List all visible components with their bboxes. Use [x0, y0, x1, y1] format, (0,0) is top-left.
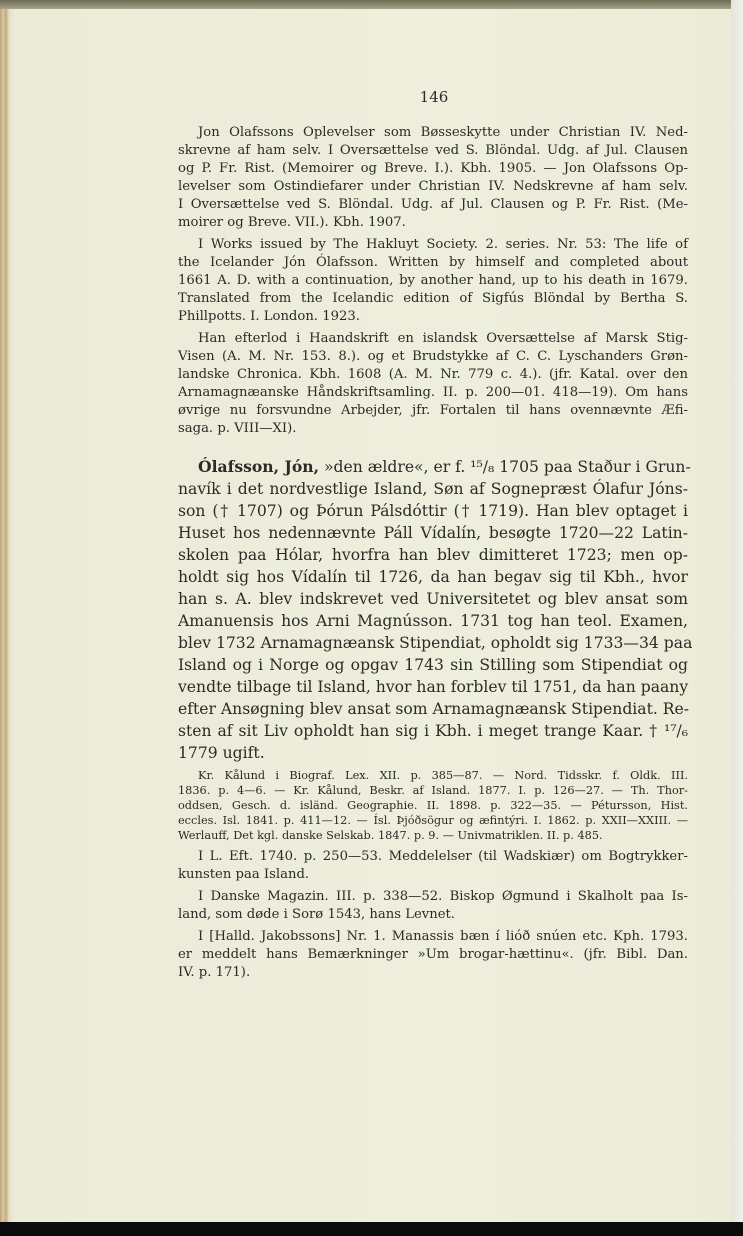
text-line: Huset hos nedennævnte Páll Vídalín, besøgte 1720—22 Latin- — [178, 524, 688, 542]
text-line: Translated from the Icelandic edition of Sigfús Blöndal by Bertha S. — [178, 291, 688, 306]
page-number: 146 — [419, 88, 449, 106]
text-line: og P. Fr. Rist. (Memoirer og Breve. I.). Kbh. 1905. — Jon Olafssons Op- — [178, 161, 688, 176]
text-line: blev 1732 Arnamagnæansk Stipendiat, opholdt sig 1733—34 paa — [178, 634, 693, 652]
text-line: øvrige nu forsvundne Arbejder, jfr. Fortalen til hans ovennævnte Æfi- — [178, 403, 688, 418]
text-line: Amanuensis hos Arni Magnússon. 1731 tog han teol. Examen, — [178, 612, 688, 630]
text-line: sten af sit Liv opholdt han sig i Kbh. i meget trange Kaar. † ¹⁷/₆ — [178, 722, 688, 740]
text-line: Island og i Norge og opgav 1743 sin Stilling som Stipendiat og — [178, 656, 688, 674]
text-line: han s. A. blev indskrevet ved Universitetet og blev ansat som — [178, 590, 688, 608]
text-line: I Oversættelse ved S. Blöndal. Udg. af Jul. Clausen og P. Fr. Rist. (Me- — [178, 197, 688, 212]
text-line: Jon Olafssons Oplevelser som Bøsseskytte under Christian IV. Ned- — [198, 125, 688, 140]
text-line: 1836. p. 4—6. — Kr. Kålund, Beskr. af Island. 1877. I. p. 126—27. — Th. Thor- — [178, 784, 688, 797]
text-line: navík i det nordvestlige Island, Søn af Sognepræst Ólafur Jóns- — [178, 480, 688, 498]
text-line: son († 1707) og Þórun Pálsdóttir († 1719). Han blev optaget i — [178, 502, 688, 520]
text-line: eccles. Isl. 1841. p. 411—12. — Ísl. Þjóðsögur og æfintýri. I. 1862. p. XXII—XXIII. — — [178, 814, 688, 827]
text-line: 1779 ugift. — [178, 744, 265, 762]
text-line: saga. p. VIII—XI). — [178, 421, 297, 436]
text-line: levelser som Ostindiefarer under Christian IV. Nedskrevne af ham selv. — [178, 179, 688, 194]
text-line — [198, 456, 691, 478]
page-top-edge — [0, 0, 743, 9]
text-line: 1661 A. D. with a continuation, by another hand, up to his death in 1679. — [178, 273, 688, 288]
text-line: I [Halld. Jakobssons] Nr. 1. Manassis bæn í lióð snúen etc. Kph. 1793. — [198, 929, 688, 944]
text-line: Phillpotts. I. London. 1923. — [178, 309, 360, 324]
entry-headword: Ólafsson, Jón, — [198, 457, 320, 476]
text-line: IV. p. 171). — [178, 965, 251, 980]
text-line: er meddelt hans Bemærkninger »Um brogar-hættinu«. (jfr. Bibl. Dan. — [178, 947, 688, 962]
text-line: efter Ansøgning blev ansat som Arnamagnæansk Stipendiat. Re- — [178, 700, 689, 718]
text-line: moirer og Breve. VII.). Kbh. 1907. — [178, 215, 406, 230]
text-line: the Icelander Jón Ólafsson. Written by himself and completed about — [178, 255, 688, 270]
text-line: I Works issued by The Hakluyt Society. 2. series. Nr. 53: The life of — [198, 237, 688, 252]
text-line: landske Chronica. Kbh. 1608 (A. M. Nr. 779 c. 4.). (jfr. Katal. over den — [178, 367, 688, 382]
text-line: I Danske Magazin. III. p. 338—52. Biskop Øgmund i Skalholt paa Is- — [198, 889, 688, 904]
page-right-edge — [731, 0, 743, 1222]
text-line: Visen (A. M. Nr. 153. 8.). og et Brudstykke af C. C. Lyschanders Grøn- — [178, 349, 688, 364]
text-line: holdt sig hos Vídalín til 1726, da han begav sig til Kbh., hvor — [178, 568, 688, 586]
text-line: Arnamagnæanske Håndskriftsamling. II. p. 200—01. 418—19). Om hans — [178, 385, 688, 400]
text-line: land, som døde i Sorø 1543, hans Levnet. — [178, 907, 455, 922]
text-line: Werlauff, Det kgl. danske Selskab. 1847. p. 9. — Univmatriklen. II. p. 485. — [178, 829, 603, 842]
text-line: vendte tilbage til Island, hvor han forblev til 1751, da han paany — [178, 678, 689, 696]
scan-background — [0, 1222, 743, 1236]
text-line: kunsten paa Island. — [178, 867, 310, 882]
text-line: skrevne af ham selv. I Oversættelse ved S. Blöndal. Udg. af Jul. Clausen — [178, 143, 688, 158]
text-line: Han efterlod i Haandskrift en islandsk Oversættelse af Marsk Stig- — [198, 331, 688, 346]
text-span: »den ældre«, er f. ¹⁵/₈ 1705 paa Staður i Grun- — [319, 458, 691, 476]
text-line: Kr. Kålund i Biograf. Lex. XII. p. 385—87. — Nord. Tidsskr. f. Oldk. III. — [198, 769, 688, 782]
text-line: oddsen, Gesch. d. isländ. Geographie. II. 1898. p. 322—35. — Pétursson, Hist. — [178, 799, 688, 812]
text-line: skolen paa Hólar, hvorfra han blev dimitteret 1723; men op- — [178, 546, 688, 564]
text-line: I L. Eft. 1740. p. 250—53. Meddelelser (til Wadskiær) om Bogtrykker- — [198, 849, 688, 864]
